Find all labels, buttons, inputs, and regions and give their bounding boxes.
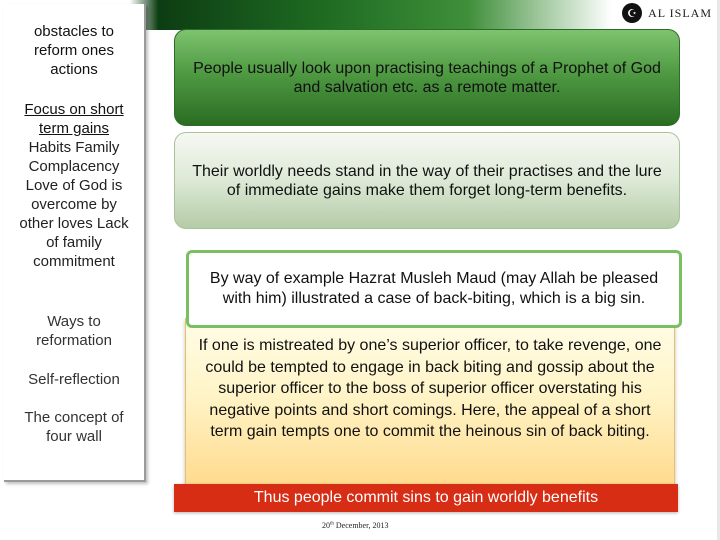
point-box-2 [174, 132, 680, 229]
crescent-emblem-icon: ☪ [622, 3, 642, 23]
point-box-2-text: Their worldly needs stand in the way of their practises and the lure of immediate gains make them forget long-term benefits. [192, 162, 662, 199]
sidebar-ways-to-reformation: Ways to reformation [36, 313, 112, 349]
sidebar-heading: obstacles to reform ones actions [33, 23, 115, 78]
sidebar-focus-items: Habits Family Complacency Love of God is overcome by other loves Lack of family commitment [19, 139, 129, 270]
sidebar-focus-title: Focus on short term gains [24, 101, 124, 137]
example-detail-box [185, 318, 675, 490]
date-suffix: th [330, 521, 334, 527]
example-intro-box [186, 250, 682, 328]
example-detail-text: If one is mistreated by one’s superior officer, to take revenge, one could be tempted to engage in back biting and gossip about the superior officer to the boss of superior officer overstating his negative points and short comings. Here, the appeal of a short term gain tempts one to commit the heinous sin of back biting. [198, 337, 662, 440]
sidebar-focus-section [12, 100, 136, 271]
example-intro-text: By way of example Hazrat Musleh Maud (may Allah be pleased with him) illustrated a case of back-biting, which is a big sin. [209, 270, 659, 307]
date-day: 20 [322, 521, 330, 530]
logo-text: AL ISLAM [648, 5, 712, 20]
date-rest: December, 2013 [335, 521, 389, 530]
slide-date [322, 521, 388, 530]
sidebar-panel [4, 4, 146, 482]
al-islam-logo [622, 3, 712, 23]
point-box-1 [174, 29, 680, 126]
point-box-1-text: People usually look upon practising teachings of a Prophet of God and salvation etc. as a remote matter. [193, 59, 661, 96]
sidebar-four-wall: The concept of four wall [24, 409, 124, 445]
sidebar-self-reflection: Self-reflection [28, 371, 120, 388]
summary-banner [174, 484, 678, 512]
summary-text: Thus people commit sins to gain worldly benefits [253, 489, 599, 506]
